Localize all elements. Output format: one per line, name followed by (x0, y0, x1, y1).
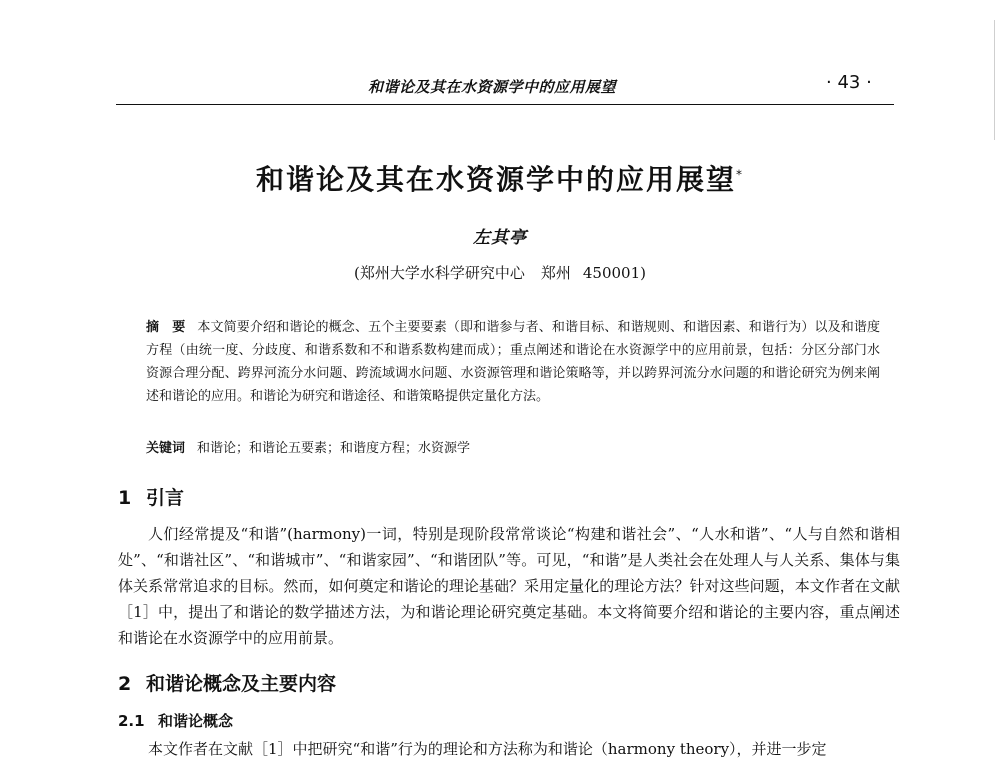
affiliation-open-paren: ( (353, 264, 360, 282)
introduction-paragraph: 人们经常提及“和谐”(harmony)一词，特别是现阶段常常谈论“构建和谐社会”、“人水和谐”、“人与自然和谐相处”、“和谐社区”、“和谐城市”、“和谐家园”、“和谐团队”等。可见，“和谐”是人类社会在处理人与人关系、集体与集体关系常常追求的目标。然而，如何奠定和谐论的理论基础？采用定量化的理论方法？针对这些问题，本文作者在文献［1］中，提出了和谐论的数学描述方法，为和谐论理论研究奠定基础。本文将简要介绍和谐论的主要内容，重点阐述和谐论在水资源学中的应用前景。 (118, 525, 900, 647)
section-title: 和谐论概念及主要内容 (146, 673, 337, 695)
section-number: 2 (118, 673, 132, 695)
keywords-label: 关键词 (146, 441, 186, 456)
scan-edge-mark (994, 20, 995, 140)
section-title: 引言 (146, 487, 185, 509)
affiliation-institute: 郑州大学水科学研究中心 (359, 264, 525, 282)
affiliation-city: 郑州 (540, 264, 571, 282)
section-heading-concept (118, 669, 336, 696)
page-number: · 43 · (826, 72, 872, 93)
running-header-title: 和谐论及其在水资源学中的应用展望 (368, 78, 617, 96)
paper-title (0, 158, 1000, 198)
section-number: 1 (118, 487, 132, 509)
keywords-text: 和谐论；和谐论五要素；和谐度方程；水资源学 (197, 441, 471, 456)
abstract-label: 摘 要 (146, 320, 186, 335)
header-rule (116, 104, 894, 105)
title-footnote-mark: * (736, 167, 744, 182)
affiliation-close-paren: ) (640, 264, 646, 282)
subsection-partial-text: 本文作者在文献［1］中把研究“和谐”行为的理论和方法称为和谐论（harmony theory），并进一步定 (148, 740, 827, 758)
section-heading-introduction (118, 483, 184, 510)
paper-title-text: 和谐论及其在水资源学中的应用展望 (255, 163, 736, 196)
abstract (146, 316, 880, 408)
abstract-text: 本文简要介绍和谐论的概念、五个主要要素（即和谐参与者、和谐目标、和谐规则、和谐因素、和谐行为）以及和谐度方程（由统一度、分歧度、和谐系数和不和谐系数构建而成）；重点阐述和谐论在水资源学中的应用前景，包括：分区分部门水资源合理分配、跨界河流分水问题、跨流域调水问题、水资源管理和谐论策略等，并以跨界河流分水问题的和谐论研究为例来阐述和谐论的应用。和谐论为研究和谐途径、和谐策略提供定量化方法。 (146, 320, 880, 404)
affiliation-postcode: 450001 (582, 264, 641, 282)
author-name: 左其亭 (473, 228, 527, 248)
author-affiliation (0, 262, 1000, 283)
subsection-title: 和谐论概念 (158, 712, 234, 730)
keywords (146, 439, 880, 459)
subsection-number: 2.1 (118, 712, 145, 730)
subsection-heading (118, 710, 233, 731)
